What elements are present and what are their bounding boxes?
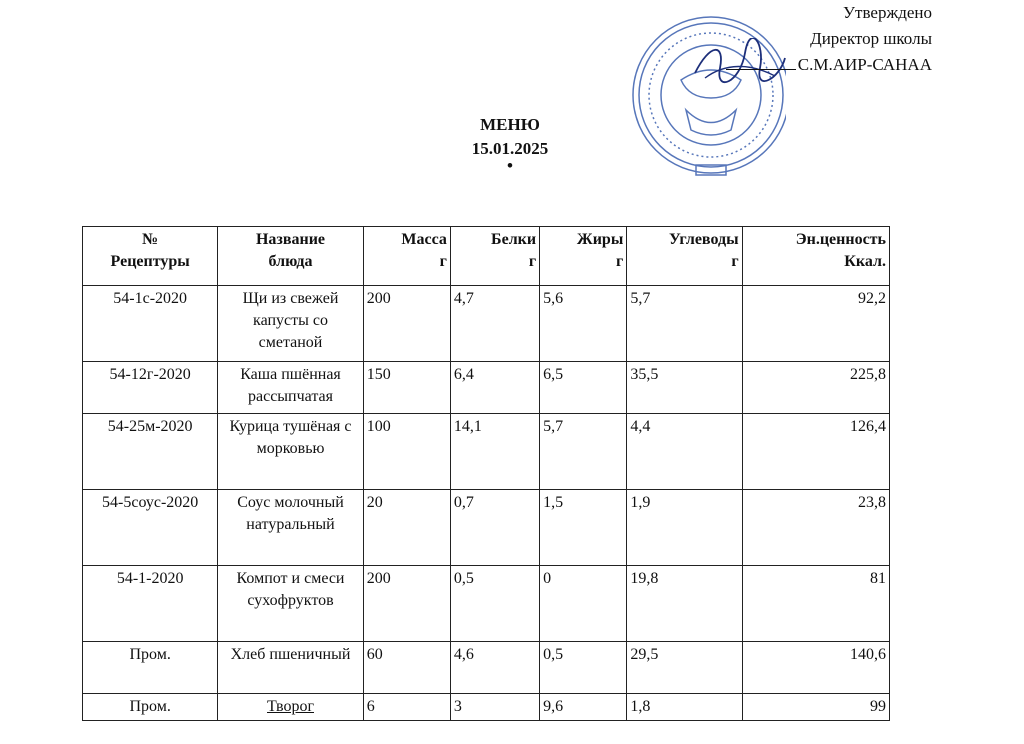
cell-protein: 4,6 xyxy=(450,642,539,694)
cell-carbs: 1,8 xyxy=(627,694,742,721)
cell-carbs: 19,8 xyxy=(627,566,742,642)
cell-kcal: 23,8 xyxy=(742,490,889,566)
cell-code: Пром. xyxy=(83,694,218,721)
cell-name: Хлеб пшеничный xyxy=(218,642,363,694)
cell-mass: 100 xyxy=(363,414,450,490)
cell-protein: 3 xyxy=(450,694,539,721)
menu-date: 15.01.2025 xyxy=(471,139,549,158)
cell-mass: 60 xyxy=(363,642,450,694)
header-protein: Белки г xyxy=(450,227,539,286)
menu-title-block xyxy=(410,113,610,175)
cell-fat: 0,5 xyxy=(540,642,627,694)
cell-protein: 4,7 xyxy=(450,286,539,362)
cell-name: Творог xyxy=(218,694,363,721)
cell-carbs: 29,5 xyxy=(627,642,742,694)
page-title: МЕНЮ xyxy=(480,115,540,134)
cell-kcal: 140,6 xyxy=(742,642,889,694)
cell-protein: 14,1 xyxy=(450,414,539,490)
bullet-dot: • xyxy=(507,156,513,175)
cell-name: Каша пшённая рассыпчатая xyxy=(218,362,363,414)
header-kcal: Эн.ценность Ккал. xyxy=(742,227,889,286)
cell-carbs: 4,4 xyxy=(627,414,742,490)
signature-line xyxy=(726,69,796,70)
table-row xyxy=(83,414,890,490)
cell-mass: 20 xyxy=(363,490,450,566)
cell-fat: 5,7 xyxy=(540,414,627,490)
cell-kcal: 92,2 xyxy=(742,286,889,362)
table-row xyxy=(83,566,890,642)
cell-code: 54-5соус-2020 xyxy=(83,490,218,566)
cell-mass: 200 xyxy=(363,286,450,362)
cell-protein: 0,7 xyxy=(450,490,539,566)
table-row xyxy=(83,694,890,721)
approval-position: Директор школы xyxy=(810,29,932,48)
cell-code: 54-1-2020 xyxy=(83,566,218,642)
table-header-row xyxy=(83,227,890,286)
table-row xyxy=(83,362,890,414)
cell-code: 54-1с-2020 xyxy=(83,286,218,362)
cell-mass: 200 xyxy=(363,566,450,642)
cell-mass: 6 xyxy=(363,694,450,721)
cell-mass: 150 xyxy=(363,362,450,414)
table-row xyxy=(83,490,890,566)
approval-block xyxy=(712,0,932,78)
cell-carbs: 1,9 xyxy=(627,490,742,566)
cell-name: Соус молочный натуральный xyxy=(218,490,363,566)
cell-protein: 0,5 xyxy=(450,566,539,642)
cell-name: Щи из свежей капусты со сметаной xyxy=(218,286,363,362)
cell-fat: 5,6 xyxy=(540,286,627,362)
table-row xyxy=(83,286,890,362)
cell-code: 54-25м-2020 xyxy=(83,414,218,490)
header-carbs: Углеводы г xyxy=(627,227,742,286)
header-fat: Жиры г xyxy=(540,227,627,286)
header-name: Название блюда xyxy=(218,227,363,286)
director-name: С.М.АИР-САНАА xyxy=(797,55,932,74)
menu-table xyxy=(82,226,890,721)
cell-protein: 6,4 xyxy=(450,362,539,414)
cell-kcal: 225,8 xyxy=(742,362,889,414)
table-row xyxy=(83,642,890,694)
cell-code: Пром. xyxy=(83,642,218,694)
cell-name: Компот и смеси сухофруктов xyxy=(218,566,363,642)
cell-carbs: 35,5 xyxy=(627,362,742,414)
cell-fat: 9,6 xyxy=(540,694,627,721)
cell-code: 54-12г-2020 xyxy=(83,362,218,414)
cell-fat: 1,5 xyxy=(540,490,627,566)
header-mass: Масса г xyxy=(363,227,450,286)
cell-kcal: 99 xyxy=(742,694,889,721)
cell-name: Курица тушёная с морковью xyxy=(218,414,363,490)
header-code: № Рецептуры xyxy=(83,227,218,286)
cell-fat: 0 xyxy=(540,566,627,642)
cell-kcal: 126,4 xyxy=(742,414,889,490)
approval-name-line xyxy=(712,52,932,78)
cell-kcal: 81 xyxy=(742,566,889,642)
cell-fat: 6,5 xyxy=(540,362,627,414)
cell-carbs: 5,7 xyxy=(627,286,742,362)
approval-title: Утверждено xyxy=(843,3,932,22)
